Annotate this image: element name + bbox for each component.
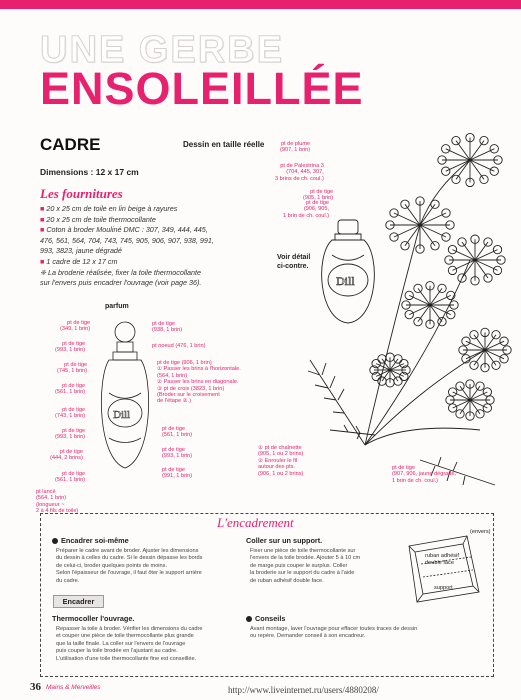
supply-item: ■ 20 x 25 cm de toile en lin beige à rayures	[40, 204, 178, 213]
envers-label: (envers)	[470, 529, 491, 535]
parfum-right-label: pt noeud (476, 1 brin)	[152, 343, 206, 349]
parfum-left-label: pt de tige (993, 1 brin)	[55, 428, 86, 441]
page-title-line1: UNE GERBE	[40, 29, 284, 71]
parfum-right-label: pt de tige (993, 1 brin)	[162, 447, 193, 460]
supply-note-continued: sur l'envers puis encadrer l'ouvrage (voir page 36).	[40, 278, 202, 288]
page-number: 36	[30, 681, 41, 693]
supply-item: ■ 20 x 25 cm de toile thermocollante	[40, 214, 156, 224]
section-heading: Thermocoller l'ouvrage.	[52, 614, 135, 623]
chainette-label: ① pt de chaînette (905, 1 ou 2 brins) ② Enrouler le fil autour des pts. (906, 1 ou 2 brins)	[258, 445, 304, 477]
encadrement-heading: L'encadrement	[217, 515, 294, 530]
parfum-left-label: pt lancé (564, 1 brin) (longueur ~ 2 à 4 fils de toile)	[36, 489, 79, 515]
dessin-note: Dessin en taille réelle	[183, 140, 265, 149]
source-url-watermark: http://www.liveinternet.ru/users/4880208/	[228, 685, 379, 695]
section-body: Préparer le cadre avant de broder. Ajuster les dimensions du dessin à celles du cadre. Si le dessin dépasse les bords de celui-ci, broder quelques points de moins. Selon l'épaisseur de l'ouvrage, il faut ôter le support arrière du cadre.	[56, 548, 203, 584]
palestrina-label: pt de Palestrina 3 (704, 445, 307, 3 brins de ch. coul.)	[275, 163, 324, 182]
supply-item: ■ 1 cadre de 12 x 17 cm	[40, 256, 118, 266]
section-body: Avant montage, laver l'ouvrage pour effacer toutes traces de dessin ou repère. Demander conseil à son encadreur.	[250, 626, 418, 640]
encadrer-tab: Encadrer	[53, 595, 104, 608]
parfum-left-label: pt de tige (745, 1 brin)	[57, 362, 88, 375]
bullet-icon: ■	[40, 225, 45, 235]
parfum-bottle-drawing	[95, 318, 155, 478]
support-label: support	[434, 585, 453, 591]
bullet-icon	[52, 538, 58, 544]
page-title-line2: ENSOLEILLÉE	[40, 63, 364, 114]
bullet-icon: ■	[40, 214, 45, 224]
framing-illustration	[395, 528, 487, 606]
top-accent-bar	[0, 0, 521, 9]
section-heading: Encadrer soi-même	[52, 536, 129, 545]
section-body: Fixer une pièce de toile thermocollante sur l'envers de la toile brodée. Ajouter 5 à 10 cm de marge puis couper le surplus. Coller la broderie sur le support du cadre à l'aide de ruban adhésif double face.	[250, 548, 361, 584]
parfum-right-label: pt de tige (991, 1 brin)	[162, 467, 193, 480]
bullet-icon: ■	[40, 256, 45, 266]
tige-906-label: pt de tige (906, 905, 1 brin de ch. coul.)	[283, 200, 330, 219]
supply-item-continued: 993, 3823, jaune dégradé	[40, 246, 122, 256]
parfum-right-label: pt de tige (906, 1 brin) ① Passer les brins à l'horizontale. (564, 1 brin) ② Passer les brins en diagonale. ③ pt de croix (3823, 1 brin) (Broder sur le croisement de l'étape ②.)	[157, 360, 241, 405]
fournitures-heading: Les fournitures	[40, 186, 123, 201]
section-heading: Conseils	[246, 614, 285, 623]
parfum-left-label: pt de tige (349, 1 brin)	[60, 320, 91, 333]
magazine-name: Mains & Merveilles	[46, 684, 101, 691]
tige-label-top: pt de tige (905, 1 brin)	[303, 189, 334, 202]
tige-label-bottom: pt de tige (907, 906, jaune dégradé, 1 brin de ch. coul.)	[392, 465, 457, 484]
ruban-label: ruban adhésif double face	[425, 553, 459, 566]
embroidery-pattern-drawing	[270, 130, 515, 500]
parfum-left-label: pt de tige (743, 1 brin)	[55, 407, 86, 420]
section-heading: Coller sur un support.	[246, 536, 323, 545]
supply-item: ■ Coton à broder Mouliné DMC : 307, 349, 444, 445,	[40, 225, 208, 235]
note-marker-icon: ❈	[40, 267, 47, 277]
bullet-icon: ■	[40, 204, 45, 213]
dimensions-text: Dimensions : 12 x 17 cm	[40, 167, 139, 177]
cadre-heading: CADRE	[40, 135, 101, 154]
parfum-left-label: pt de tige (561, 1 brin)	[55, 471, 86, 484]
parfum-right-label: pt de tige (561, 1 brin)	[162, 426, 193, 439]
plume-label: pt de plume (907, 1 brin)	[280, 141, 311, 154]
parfum-left-label: pt de tige (444, 2 brins)	[50, 449, 83, 462]
voir-detail-label: Voir détail ci-contre.	[277, 254, 311, 270]
parfum-heading: parfum	[105, 303, 129, 310]
parfum-left-label: pt de tige (561, 1 brin)	[55, 383, 86, 396]
parfum-right-label: pt de tige (938, 1 brin)	[152, 321, 183, 334]
bottle-label-text: Dill	[336, 274, 355, 288]
bullet-icon	[246, 616, 252, 622]
supply-item-continued: 476, 561, 564, 704, 743, 745, 905, 906, 907, 938, 991,	[40, 235, 214, 245]
parfum-left-label: pt de tige (993, 1 brin)	[55, 341, 86, 354]
supply-note: ❈ La broderie réalisée, fixer la toile thermocollante	[40, 267, 202, 277]
parfum-label-text: Dill	[113, 409, 131, 421]
section-body: Repasser la toile à broder. Vérifier les dimensions du cadre et couper une pièce de toile thermocollante plus grande que la taille finale. La coller sur l'envers de l'ouvrage puis couper la toile brodée en l'ajustant au cadre. L'utilisation d'une toile thermocollante fine est conseillée.	[56, 626, 203, 662]
fournitures-list	[40, 204, 278, 289]
